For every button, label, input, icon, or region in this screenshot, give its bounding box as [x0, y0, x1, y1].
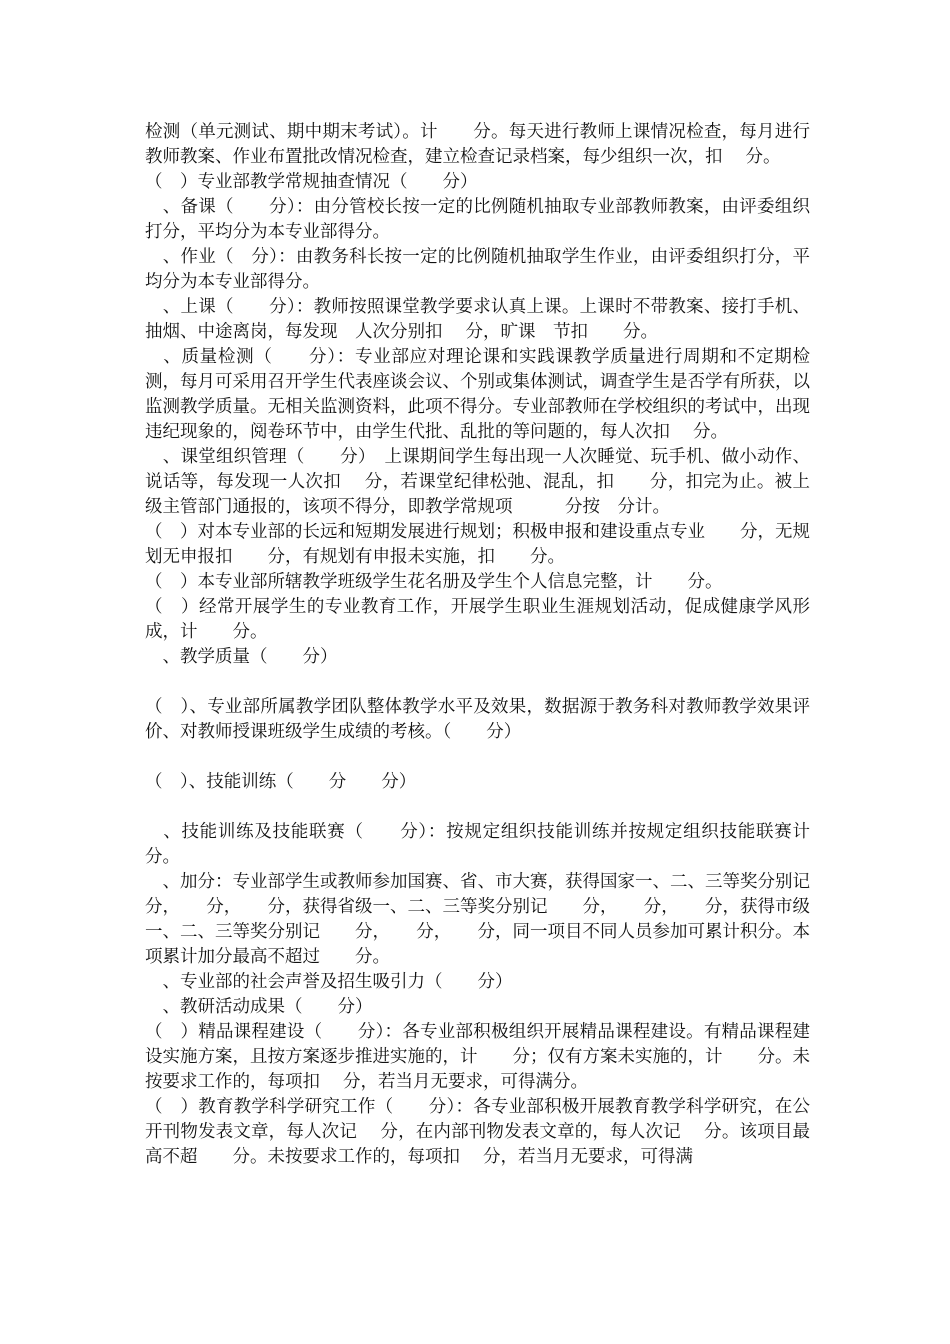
paragraph-9: （ ）本专业部所辖教学班级学生花名册及学生个人信息完整，计 分。: [145, 572, 723, 592]
paragraph-6: 、质量检测（ 分）：专业部应对理论课和实践课教学质量进行周期和不定期检测，每月可采用召开学生代表座谈会议、个别或集体测试，调查学生是否学有所获，以监测教学质量。无相关监测资料，此项不得分。专业部教师在学校组织的考试中，出现违纪现象的，阅卷环节中，由学生代批、乱批的等问题的，每人次扣 分。: [145, 347, 810, 442]
blank-line: [145, 795, 810, 820]
paragraph-13: （ ）、技能训练（ 分 分）: [145, 772, 417, 792]
paragraph-5: 、上课（ 分）：教师按照课堂教学要求认真上课。上课时不带教案、接打手机、抽烟、中途离岗，每发现 人次分别扣 分，旷课 节扣 分。: [145, 297, 810, 342]
paragraph-4: 、作业（ 分）：由教务科长按一定的比例随机抽取学生作业，由评委组织打分，平均分为本专业部得分。: [145, 247, 810, 292]
paragraph-8: （ ）对本专业部的长远和短期发展进行规划；积极申报和建设重点专业 分，无规划无申报扣 分，有规划有申报未实施，扣 分。: [145, 522, 810, 567]
paragraph-3: 、备课（ 分）：由分管校长按一定的比例随机抽取专业部教师教案，由评委组织打分，平均分为本专业部得分。: [145, 197, 810, 242]
paragraph-17: 、教研活动成果（ 分）: [145, 997, 373, 1017]
paragraph-7: 、课堂组织管理（ 分） 上课期间学生每出现一人次睡觉、玩手机、做小动作、说话等，每发现一人次扣 分，若课堂纪律松弛、混乱，扣 分，扣完为止。被上级主管部门通报的，该项不得分，即教学常规项 分按 分计。: [145, 447, 810, 517]
paragraph-11: 、教学质量（ 分）: [145, 647, 338, 667]
paragraph-14: 、技能训练及技能联赛（ 分）：按规定组织技能训练并按规定组织技能联赛计 分。: [145, 822, 845, 867]
blank-line: [145, 745, 810, 770]
paragraph-18: （ ）精品课程建设（ 分）：各专业部积极组织开展精品课程建设。有精品课程建设实施方案，且按方案逐步推进实施的，计 分；仅有方案未实施的，计 分。未按要求工作的，每项扣 分，若当月无要求，可得满分。: [145, 1022, 810, 1092]
document-body: [145, 120, 845, 1170]
paragraph-2: （ ）专业部教学常规抽查情况（ 分）: [145, 172, 478, 192]
paragraph-19: （ ）教育教学科学研究工作（ 分）：各专业部积极开展教育教学科学研究，在公开刊物发表文章，每人次记 分，在内部刊物发表文章的，每人次记 分。该项目最高不超 分。未按要求工作的，每项扣 分，若当月无要求，可得满: [145, 1097, 810, 1167]
blank-line: [145, 670, 810, 695]
paragraph-15: 、加分：专业部学生或教师参加国赛、省、市大赛，获得国家一、二、三等奖分别记 分， 分， 分，获得省级一、二、三等奖分别记 分， 分， 分，获得市级一、二、三等奖分别记 分， 分， 分，同一项目不同人员参加可累计积分。本项累计加分最高不超过 分。: [145, 872, 845, 967]
paragraph-12: （ ）、专业部所属教学团队整体教学水平及效果，数据源于教务科对教师教学效果评价、对教师授课班级学生成绩的考核。（ 分）: [145, 697, 810, 742]
paragraph-10: （ ）经常开展学生的专业教育工作，开展学生职业生涯规划活动，促成健康学风形成，计 分。: [145, 597, 810, 642]
paragraph-1: 检测（单元测试、期中期末考试）。计 分。每天进行教师上课情况检查，每月进行教师教案、作业布置批改情况检查，建立检查记录档案，每少组织一次，扣 分。: [145, 122, 810, 167]
paragraph-16: 、专业部的社会声誉及招生吸引力（ 分）: [145, 972, 513, 992]
